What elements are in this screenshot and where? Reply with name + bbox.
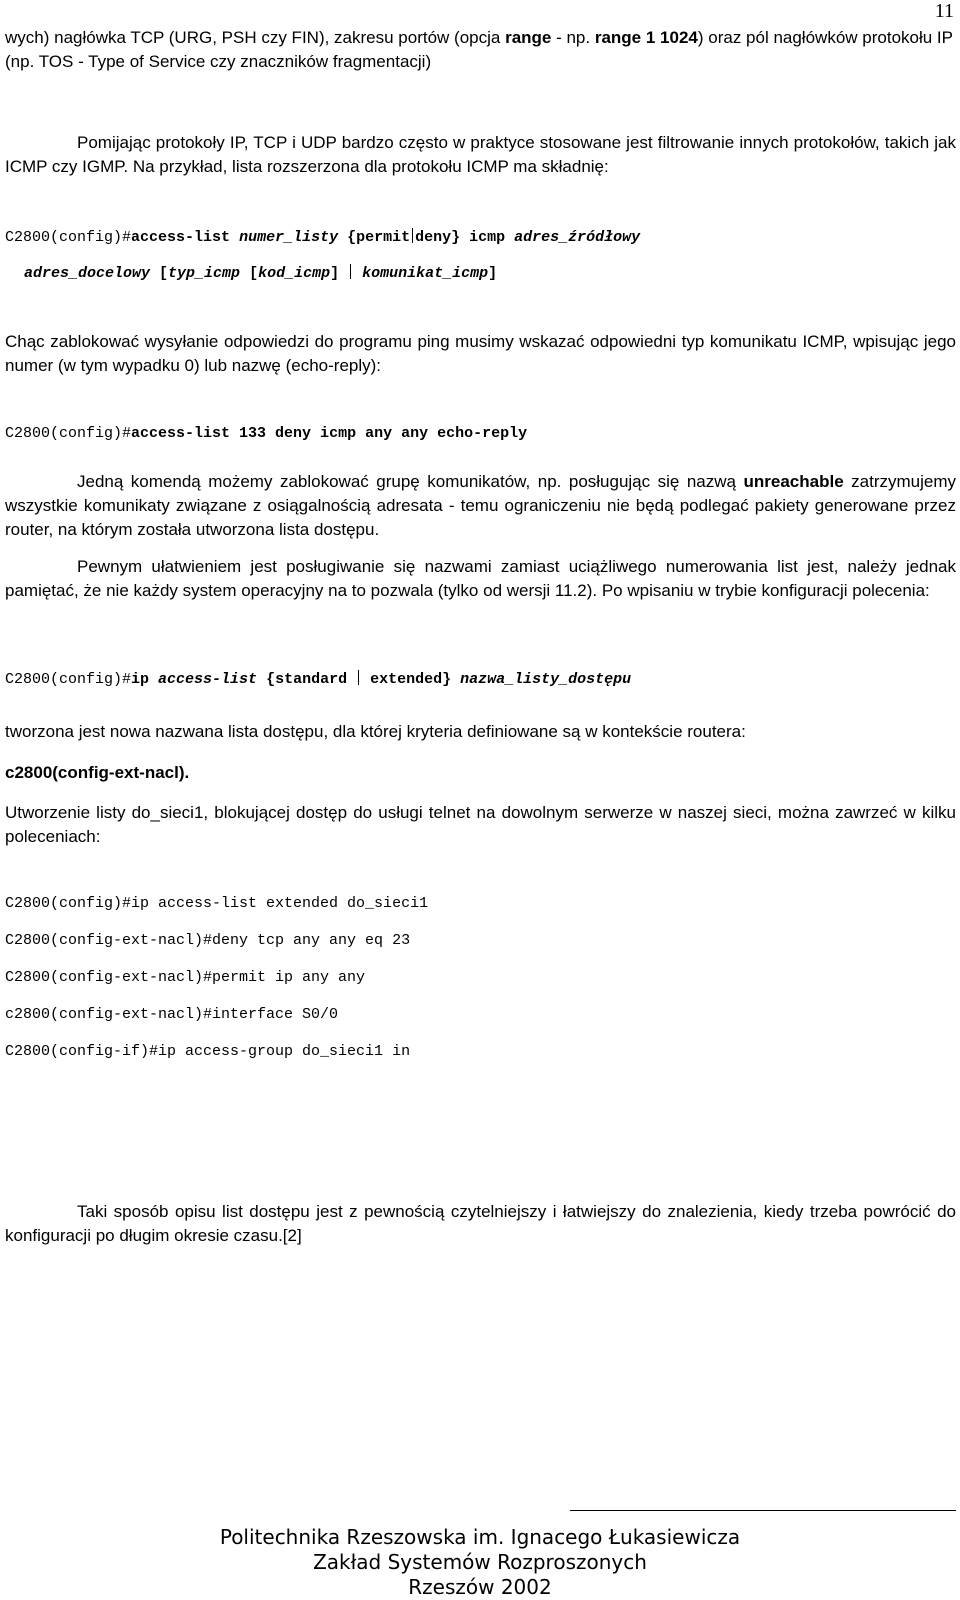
code-example-line: C2800(config-if)#ip access-group do_sieci1 in xyxy=(5,1043,411,1060)
paragraph-named-lists: Pewnym ułatwieniem jest posługiwanie się nazwami zamiast uciążliwego numerowania list jest, należy jednak pamiętać, że nie każdy system operacyjny na to pozwala (tylko od wersji 11.2). Po wpisaniu w trybie konfiguracji polecenia: xyxy=(5,557,956,600)
code-echo-reply: C2800(config)#access-list 133 deny icmp any any echo-reply xyxy=(5,425,528,442)
code-icmp-syntax-line1: C2800(config)#access-list numer_listy {permit deny} icmp adres_źródłowy xyxy=(5,229,641,246)
footer-divider xyxy=(570,1510,956,1511)
paragraph-echo-reply: Chąc zablokować wysyłanie odpowiedzi do programu ping musimy wskazać odpowiedni typ komunikatu ICMP, wpisując jego numer (w tym wypadku 0) lub nazwę (echo-reply): xyxy=(5,332,956,375)
paragraph-example-intro: Utworzenie listy do_sieci1, blokującej dostęp do usługi telnet na dowolnym serwerze w naszej sieci, można zawrzeć w kilku poleceniach: xyxy=(5,803,956,846)
text: wych) nagłówka TCP (URG, PSH czy FIN), zakresu portów (opcja xyxy=(5,28,506,47)
bold-unreachable: unreachable xyxy=(743,472,844,491)
text: - np. xyxy=(551,28,595,47)
paragraph-unreachable xyxy=(5,470,956,542)
router-context: c2800(config-ext-nacl). xyxy=(5,763,190,782)
code-example-line: C2800(config)#ip access-list extended do_sieci1 xyxy=(5,895,429,912)
paragraph-icmp-intro: Pomijając protokoły IP, TCP i UDP bardzo często w praktyce stosowane jest filtrowanie innych protokołów, takich jak ICMP czy IGMP. Na przykład, lista rozszerzona dla protokołu ICMP ma składnię: xyxy=(5,133,956,176)
page-number: 11 xyxy=(934,0,954,22)
bold-range: range xyxy=(505,28,552,47)
footer-university: Politechnika Rzeszowska im. Ignacego Łukasiewicza xyxy=(219,1525,741,1549)
code-named-acl: C2800(config)#ip access-list {standard extended} nazwa_listy_dostępu xyxy=(5,671,632,688)
code-example-line: c2800(config-ext-nacl)#interface S0/0 xyxy=(5,1006,339,1023)
bold-range-example: range 1 1024 xyxy=(594,28,698,47)
code-icmp-syntax-line2: adres_docelowy [typ_icmp [kod_icmp] komunikat_icmp] xyxy=(24,265,498,282)
paragraph-new-list: tworzona jest nowa nazwana lista dostępu, dla której kryteria definiowane są w kontekście routera: xyxy=(5,722,746,741)
text: ) oraz pól nagłówków protokołu IP (np. TOS - Type of Service czy znaczników fragmentacji) xyxy=(5,28,953,71)
code-example-line: C2800(config-ext-nacl)#deny tcp any any eq 23 xyxy=(5,932,411,949)
paragraph-conclusion: Taki sposób opisu list dostępu jest z pewnością czytelniejszy i łatwiejszy do znalezienia, kiedy trzeba powrócić do konfiguracji po długim okresie czasu.[2] xyxy=(5,1202,956,1245)
footer-department: Zakład Systemów Rozproszonych xyxy=(313,1550,647,1574)
code-example-line: C2800(config-ext-nacl)#permit ip any any xyxy=(5,969,366,986)
text: zatrzymujemy wszystkie komunikaty związane z osiągalnością adresata - temu ograniczeniu nie będą podlegać pakiety generowane przez router, na którym została utworzona lista dostępu. xyxy=(5,472,956,539)
footer-city-year: Rzeszów 2002 xyxy=(408,1575,552,1599)
paragraph-tcp-options xyxy=(5,26,956,74)
text: Jedną komendą możemy zablokować grupę komunikatów, np. posługując się nazwą xyxy=(77,472,744,491)
